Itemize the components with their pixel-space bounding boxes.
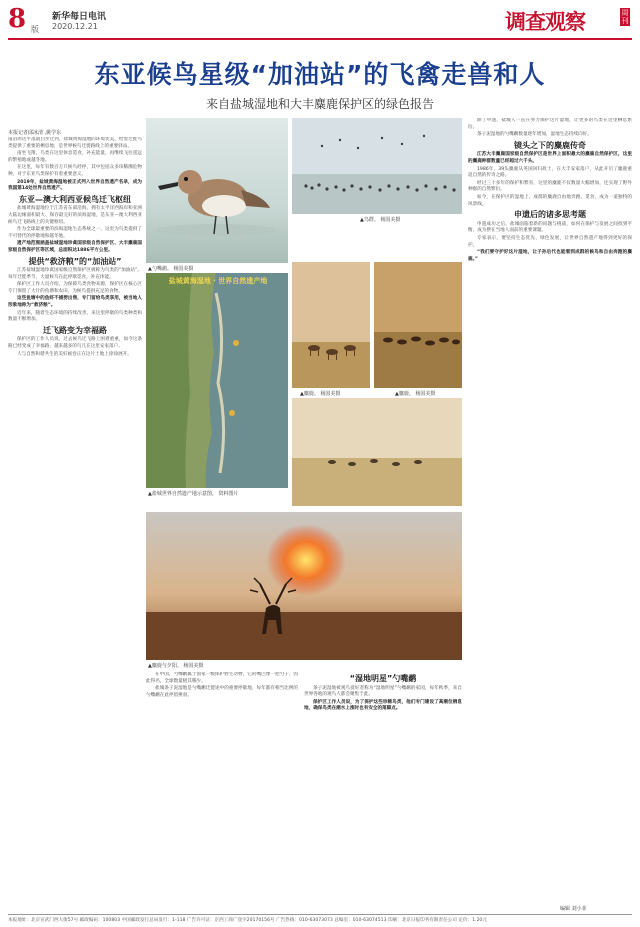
deer-sunset-photo: [146, 512, 462, 660]
paragraph: 在中国，勺嘴鹬属于国家一级保护野生动物，它的嘴巴像一把勺子，因此得名，全球数量极其稀少。: [146, 672, 298, 684]
editor-credit: 编辑 刘小菲: [560, 906, 587, 912]
paragraph: 条子泥湿地的勺嘴鹬数量逐年增加，湿地生态持续向好。: [477, 132, 592, 138]
section-title: 申遗后的诸多思考题: [514, 210, 586, 220]
paragraph: 如今，在保护区的湿地上，成群的麋鹿自由地奔跑、觅食，成为一道独特的风景线。: [468, 194, 632, 207]
article-column-3b: [304, 672, 462, 907]
section-brand: [505, 4, 630, 36]
paragraph: 申遗成功之后，盐城面临着新的问题与挑战，如何在保护与发展之间找到平衡，成为摆在当地人面前的重要课题。: [468, 221, 632, 234]
section-title: 东亚—澳大利西亚候鸟迁飞枢纽: [19, 194, 131, 204]
section-title: 提供“救济粮”的“加油站”: [28, 256, 122, 266]
paragraph: 除了申遗，盐城人一直在努力保护这片湿地，让更多的鸟类在这里栖息繁衍。: [468, 118, 632, 130]
paragraph: 遗产地范围涵盖盐城湿地珍禽国家级自然保护区、大丰麋鹿国家级自然保护区等区域，总面积达1886平方公里。: [8, 241, 142, 253]
article-column-1: [8, 137, 142, 907]
paragraph: “我们要守护好这片湿地，让子孙后代也能看到成群的候鸟和自由奔跑的麋鹿。”: [468, 250, 632, 262]
photo-caption: ▲麋鹿与夕阳。 杨国美摄: [148, 663, 204, 669]
subheadline: 来自盐城湿地和大丰麋鹿保护区的绿色报告: [205, 97, 434, 111]
paragraph: 江苏大丰麋鹿国家级自然保护区是世界上面积最大的麋鹿自然保护区，这里的麋鹿种群数量已经超过六千头。: [468, 152, 632, 164]
paragraph: 这些鱼塘中的鱼虾不捕捞出售，专门留给鸟类享用，被当地人形象地称为“救济粮”。: [8, 296, 142, 309]
paragraph: 南坐飞翔，鸟类在这里休息觅食，补充能量，再继续飞往遥远的繁殖地或越冬地。: [8, 151, 142, 163]
paragraph: 经过三十多年的保护和繁育，这里的麋鹿不仅数量大幅增加，还实现了野外种群的自然繁衍。: [468, 180, 632, 193]
paragraph: 盐城条子泥湿地是勺嘴鹬迁徙途中的重要停歇地，每年都有相当比例的勺嘴鹬在此停留换羽。: [146, 686, 298, 698]
heritage-map: [146, 273, 288, 488]
wetland-photo: [292, 398, 462, 506]
paragraph: 保护区工作人员说，为了保护这些珍稀鸟类，他们专门建设了高潮位栖息地，确保鸟类在潮水上涨时也有安全的落脚点。: [304, 699, 462, 712]
paragraph: 作为全球最重要的滨海湿地生态系统之一，这里为鸟类提供了不可替代的停歇地和越冬地。: [8, 227, 142, 239]
photo-caption: ▲鸟群。 杨国美摄: [360, 217, 401, 223]
paragraph: 江苏盐城湿地珍禽国家级自然保护区被称为鸟类的“加油站”。每年迁徙季节，大量候鸟在此停歇觅食，补充体能。: [8, 268, 142, 280]
photo-caption: ▲麋鹿。 杨国美摄: [300, 391, 341, 397]
paragraph: 保护区的工作人员说，过去候鸟迁飞路上困难重重，如今这条路已经变成了幸福路，越来越多的鸟儿在这里安家落户。: [8, 337, 142, 350]
section-brand-tag: 周刊: [621, 9, 629, 25]
page-unit: 版: [31, 25, 39, 34]
footer: 本报地址：北京宣武门西大街57号 邮政编码：100803 中国邮政发行总局发行：1-118 广告许可证：京西工商广登字20170156号 广告热线：010-63073073 总编室：010-63074513 印刷：北京日报印务有限责任公司 定价：1.20元: [8, 914, 632, 923]
paragraph: 在这里，每年有数百万只候鸟经停，其中包括众多珍稀濒危物种，对于东亚鸟类保护有着重要意义。: [8, 165, 142, 177]
article-column-4: [468, 118, 632, 898]
article-column-3: [146, 672, 298, 907]
paragraph: 2019年，盐城黄海湿地被正式列入世界自然遗产名录，成为我国第14处世界自然遗产。: [8, 179, 142, 192]
newspaper-name: 新华每日电讯: [52, 12, 107, 22]
paragraph: 1986年，39头麋鹿从英国回归故土，在大丰安家落户，从此开启了麋鹿重返自然的传奇之路。: [468, 166, 632, 179]
section-title: 镜头之下的麋鹿传奇: [514, 140, 586, 150]
paragraph: 南沼鸿达平落就白步迁到，盐城黄海湿地的环境优美，给着迁徙鸟类提供了重要的栖息地，是世界候鸟迁徙路线上的重要驿站。: [8, 137, 142, 149]
paragraph: 条子泥湿地被观鸟爱好者称为“湿地明星”勺嘴鹬的家园，每年秋季，来自世界各地的观鸟人都会聚集于此。: [304, 685, 462, 698]
deer-herd-photo: [374, 262, 462, 388]
bird-flock-photo: [292, 118, 462, 214]
paragraph: 人与自然和谐共生的美好画卷正在这片土地上徐徐展开。: [17, 351, 132, 357]
photo-caption: ▲麋鹿。 杨国美摄: [395, 391, 436, 397]
section-title: “湿地明星”勺嘴鹬: [349, 674, 417, 683]
paragraph: 专家表示，要坚持生态优先、绿色发展，让世界自然遗产地得到更好的保护。: [468, 235, 632, 248]
sandpiper-photo: [146, 118, 288, 263]
paragraph: 近年来，随着生态环境的持续改善，来这里停歇的鸟类种类和数量不断增加。: [8, 310, 142, 323]
photo-caption: ▲勺嘴鹬。 杨国美摄: [148, 266, 194, 272]
issue-date: 2020.12.21: [52, 22, 98, 31]
photo-caption: ▲盐城世界自然遗产地示意图。 资料图片: [148, 491, 239, 497]
page-number: 8: [8, 4, 27, 34]
byline: 本报记者邱冰清 ,姚学东: [8, 130, 62, 136]
header-rule: [8, 38, 632, 40]
paragraph: 保护区工作人员介绍，为保障鸟类食物来源，保护区在核心区专门保留了大片的鱼塘和农田，为候鸟提供充足的食物。: [8, 282, 142, 294]
section-title: 迁飞路变为幸福路: [43, 325, 107, 335]
headline: 东亚候鸟星级“加油站”的飞禽走兽和人: [94, 60, 546, 89]
deer-field-photo: [292, 262, 370, 388]
paragraph: 盐城黄海湿地位于江苏省东部沿海，拥有太平洋西海岸和亚洲大陆边缘面积最大、保存最完好的滨海湿地，是东亚—澳大利西亚候鸟迁飞路线上的关键枢纽。: [8, 206, 142, 225]
section-brand-title: 调查观察: [505, 10, 585, 34]
map-label: 盐城黄海湿地 · 世界自然遗产地: [168, 277, 268, 285]
